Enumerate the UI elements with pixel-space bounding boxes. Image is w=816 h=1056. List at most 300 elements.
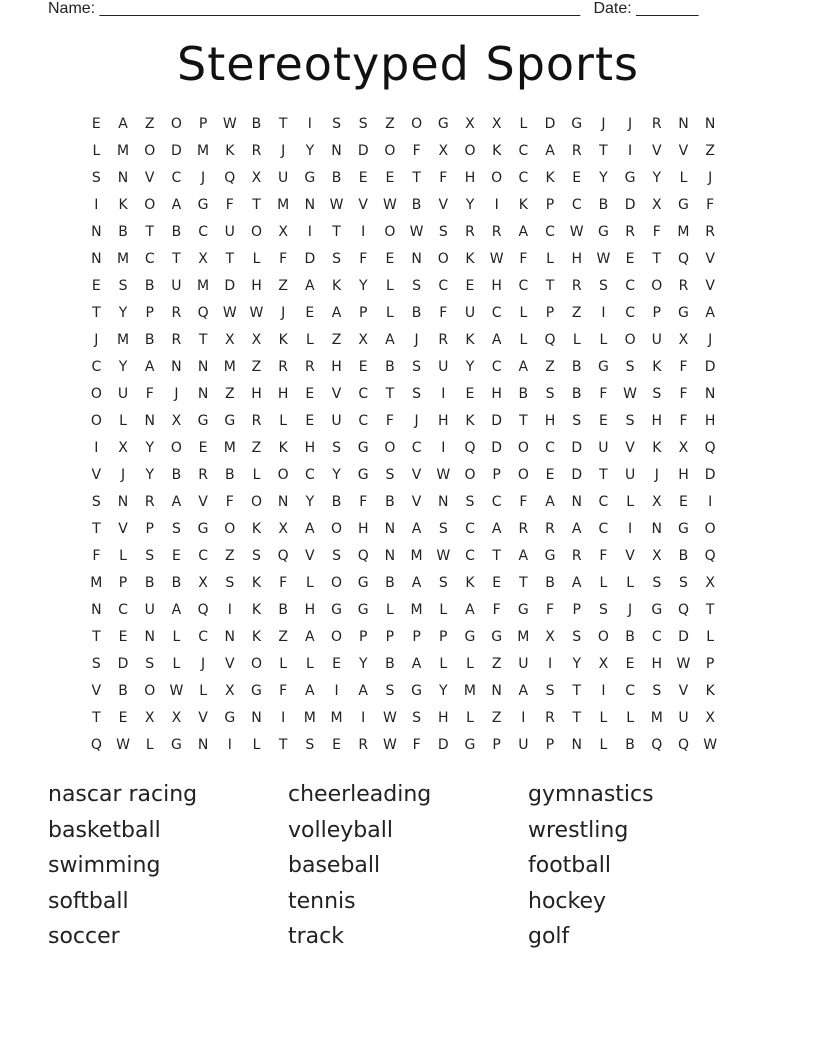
grid-letter: A xyxy=(144,359,155,375)
grid-letter: U xyxy=(117,386,129,402)
grid-letter: W xyxy=(409,224,424,240)
grid-letter: Q xyxy=(704,440,716,456)
grid-letter: D xyxy=(624,197,636,213)
grid-letter: G xyxy=(678,305,689,321)
grid-letter: N xyxy=(144,413,155,429)
grid-letter: J xyxy=(708,332,713,348)
grid-letter: N xyxy=(91,224,102,240)
grid-letter: I xyxy=(307,224,312,240)
grid-letter: S xyxy=(145,656,155,672)
grid-letter: V xyxy=(678,143,689,159)
grid-letter: S xyxy=(171,521,181,537)
grid-letter: Z xyxy=(278,629,288,645)
grid-letter: O xyxy=(331,629,343,645)
grid-letter: P xyxy=(439,629,448,645)
grid-letter: S xyxy=(225,575,235,591)
grid-letter: U xyxy=(464,305,476,321)
grid-letter: L xyxy=(386,305,394,321)
grid-letter: A xyxy=(171,602,182,618)
word-list-item: football xyxy=(528,853,611,878)
grid-letter: E xyxy=(91,116,101,132)
grid-letter: Z xyxy=(331,332,342,348)
grid-letter: O xyxy=(464,143,476,159)
grid-letter: B xyxy=(171,575,182,591)
grid-letter: Q xyxy=(651,737,663,753)
grid-letter: M xyxy=(410,548,423,564)
grid-letter: Y xyxy=(305,494,315,510)
grid-letter: T xyxy=(278,116,288,132)
grid-letter: T xyxy=(412,170,421,186)
grid-letter: W xyxy=(222,116,237,132)
grid-letter: F xyxy=(519,251,528,267)
grid-letter: J xyxy=(654,467,659,483)
grid-letter: U xyxy=(598,440,609,456)
grid-letter: U xyxy=(651,332,662,348)
grid-letter: S xyxy=(438,575,448,591)
grid-letter: N xyxy=(651,521,663,537)
grid-letter: X xyxy=(144,710,155,726)
grid-letter: X xyxy=(705,710,715,726)
grid-letter: L xyxy=(466,710,474,726)
grid-letter: X xyxy=(598,656,609,672)
page-title: Stereotyped Sports xyxy=(177,37,639,91)
grid-letter: F xyxy=(279,683,288,699)
grid-letter: X xyxy=(651,197,662,213)
grid-letter: M xyxy=(116,251,130,267)
grid-letter: A xyxy=(305,521,315,537)
grid-letter: E xyxy=(118,710,128,726)
grid-letter: T xyxy=(252,197,261,213)
grid-letter: L xyxy=(519,305,528,321)
grid-letter: V xyxy=(678,683,689,699)
word-list-item: hockey xyxy=(528,888,607,914)
grid-letter: N xyxy=(117,494,129,510)
grid-letter: E xyxy=(492,575,502,591)
grid-letter: T xyxy=(332,224,341,240)
grid-letter: J xyxy=(94,332,99,348)
grid-letter: N xyxy=(571,737,582,753)
grid-letter: V xyxy=(224,656,235,672)
grid-letter: L xyxy=(305,332,314,348)
grid-letter: V xyxy=(411,494,422,510)
grid-letter: B xyxy=(278,602,288,618)
grid-letter: X xyxy=(278,224,288,240)
grid-letter: D xyxy=(571,440,583,456)
grid-letter: E xyxy=(625,656,635,672)
grid-letter: W xyxy=(703,737,718,753)
grid-letter: B xyxy=(678,548,689,564)
grid-letter: N xyxy=(304,197,316,213)
grid-letter: Y xyxy=(332,467,341,483)
grid-letter: C xyxy=(518,143,529,159)
grid-letter: G xyxy=(651,602,663,618)
grid-letter: V xyxy=(625,440,635,456)
grid-letter: F xyxy=(145,386,154,402)
grid-letter: P xyxy=(412,629,421,645)
grid-letter: S xyxy=(598,602,608,618)
grid-letter: O xyxy=(144,197,156,213)
grid-letter: R xyxy=(625,224,635,240)
grid-letter: N xyxy=(171,359,182,375)
grid-letter: A xyxy=(411,521,422,537)
grid-letter: X xyxy=(251,170,262,186)
grid-letter: V xyxy=(625,548,635,564)
grid-letter: H xyxy=(357,521,369,537)
grid-letter: L xyxy=(599,737,608,753)
grid-letter: M xyxy=(303,710,316,726)
grid-letter: Y xyxy=(118,359,128,375)
grid-letter: S xyxy=(385,683,395,699)
grid-letter: L xyxy=(706,629,715,645)
grid-letter: J xyxy=(174,386,179,402)
grid-letter: S xyxy=(332,116,341,132)
grid-letter: Z xyxy=(224,386,235,402)
grid-letter: F xyxy=(679,413,688,429)
grid-letter: I xyxy=(361,710,366,726)
grid-letter: N xyxy=(438,494,449,510)
grid-letter: I xyxy=(94,440,99,456)
grid-letter: Q xyxy=(464,440,476,456)
grid-letter: Q xyxy=(197,602,209,618)
grid-letter: H xyxy=(331,359,342,375)
word-list-item: wrestling xyxy=(528,817,629,843)
grid-letter: W xyxy=(249,305,264,321)
grid-letter: E xyxy=(305,386,315,402)
grid-letter: Y xyxy=(439,683,448,699)
grid-letter: I xyxy=(361,224,366,240)
grid-letter: O xyxy=(624,332,636,348)
grid-letter: X xyxy=(651,548,662,564)
grid-letter: N xyxy=(331,143,342,159)
grid-letter: L xyxy=(439,602,448,618)
grid-letter: T xyxy=(92,305,101,321)
grid-letter: X xyxy=(651,494,662,510)
grid-letter: S xyxy=(332,251,341,267)
grid-letter: L xyxy=(572,332,581,348)
grid-letter: T xyxy=(225,251,235,267)
grid-letter: C xyxy=(598,494,609,510)
grid-letter: T xyxy=(599,143,608,159)
grid-letter: L xyxy=(439,656,448,672)
grid-letter: G xyxy=(170,737,182,753)
grid-letter: L xyxy=(92,143,101,159)
grid-letter: C xyxy=(198,548,208,564)
grid-letter: Z xyxy=(251,359,262,375)
grid-letter: G xyxy=(544,548,556,564)
grid-letter: O xyxy=(384,224,396,240)
grid-letter: N xyxy=(384,548,396,564)
grid-letter: L xyxy=(252,737,261,753)
grid-letter: G xyxy=(251,683,262,699)
grid-letter: A xyxy=(518,224,529,240)
grid-letter: I xyxy=(708,494,713,510)
grid-letter: J xyxy=(201,656,206,672)
grid-letter: W xyxy=(116,737,130,753)
grid-letter: K xyxy=(705,683,715,699)
grid-letter: O xyxy=(250,224,262,240)
grid-letter: R xyxy=(571,143,582,159)
grid-letter: E xyxy=(305,305,315,321)
grid-letter: S xyxy=(145,548,155,564)
grid-letter: U xyxy=(171,278,182,294)
grid-letter: A xyxy=(171,197,182,213)
grid-letter: J xyxy=(414,413,419,429)
grid-letter: H xyxy=(464,170,476,186)
grid-letter: S xyxy=(438,521,448,537)
grid-letter: Y xyxy=(358,278,368,294)
grid-letter: F xyxy=(546,602,555,618)
grid-letter: K xyxy=(251,602,262,618)
grid-letter: C xyxy=(304,467,315,483)
grid-letter: R xyxy=(571,278,582,294)
grid-letter: E xyxy=(118,629,128,645)
word-list-item: softball xyxy=(48,888,129,914)
grid-letter: T xyxy=(492,548,501,564)
grid-letter: L xyxy=(626,494,634,510)
grid-letter: N xyxy=(384,521,396,537)
grid-letter: R xyxy=(358,737,369,753)
grid-letter: F xyxy=(412,737,421,753)
grid-letter: F xyxy=(492,602,501,618)
grid-letter: R xyxy=(518,521,529,537)
grid-letter: B xyxy=(118,683,128,699)
grid-letter: R xyxy=(651,116,662,132)
grid-letter: O xyxy=(384,143,396,159)
grid-letter: G xyxy=(678,197,689,213)
grid-letter: D xyxy=(678,629,689,645)
grid-letter: S xyxy=(545,683,555,699)
grid-letter: I xyxy=(281,710,286,726)
grid-letter: R xyxy=(171,332,182,348)
grid-letter: H xyxy=(571,251,582,267)
grid-letter: S xyxy=(545,386,555,402)
grid-letter: X xyxy=(678,332,689,348)
grid-letter: B xyxy=(144,332,155,348)
grid-letter: E xyxy=(171,548,181,564)
grid-letter: G xyxy=(357,467,369,483)
grid-letter: B xyxy=(385,359,395,375)
grid-letter: W xyxy=(436,548,451,564)
grid-letter: T xyxy=(385,386,395,402)
grid-letter: B xyxy=(171,224,182,240)
grid-letter: B xyxy=(571,359,582,375)
grid-letter: H xyxy=(651,656,663,672)
grid-letter: B xyxy=(144,278,155,294)
grid-letter: U xyxy=(678,710,689,726)
grid-letter: A xyxy=(305,278,315,294)
grid-letter: S xyxy=(652,386,662,402)
grid-letter: H xyxy=(438,710,449,726)
grid-letter: I xyxy=(307,116,312,132)
grid-letter: D xyxy=(491,413,503,429)
grid-letter: T xyxy=(572,710,581,726)
grid-letter: C xyxy=(358,386,369,402)
grid-letter: C xyxy=(465,548,475,564)
grid-letter: N xyxy=(704,116,716,132)
grid-letter: E xyxy=(91,278,101,294)
grid-letter: S xyxy=(118,278,128,294)
grid-letter: O xyxy=(491,170,503,186)
grid-letter: Z xyxy=(705,143,715,159)
grid-letter: I xyxy=(601,305,606,321)
grid-letter: T xyxy=(92,521,101,537)
grid-letter: C xyxy=(171,170,182,186)
grid-letter: A xyxy=(331,305,342,321)
word-list-item: track xyxy=(288,924,344,949)
grid-letter: T xyxy=(545,278,555,294)
grid-letter: C xyxy=(198,629,208,645)
grid-letter: I xyxy=(601,683,606,699)
grid-letter: L xyxy=(679,170,688,186)
grid-letter: Z xyxy=(144,116,155,132)
grid-letter: I xyxy=(628,143,633,159)
grid-letter: Q xyxy=(704,548,716,564)
grid-letter: K xyxy=(652,440,662,456)
grid-letter: L xyxy=(145,737,154,753)
grid-letter: R xyxy=(491,224,502,240)
grid-letter: T xyxy=(92,629,101,645)
grid-letter: V xyxy=(651,143,662,159)
grid-letter: Z xyxy=(224,548,235,564)
grid-letter: S xyxy=(625,359,635,375)
grid-letter: T xyxy=(198,332,208,348)
grid-letter: U xyxy=(278,170,289,186)
grid-letter: Z xyxy=(491,710,502,726)
grid-letter: F xyxy=(706,197,715,213)
grid-letter: M xyxy=(650,710,663,726)
word-list-item: gymnastics xyxy=(528,782,654,807)
grid-letter: T xyxy=(278,737,288,753)
grid-letter: P xyxy=(145,521,154,537)
grid-letter: Z xyxy=(278,278,288,294)
grid-letter: P xyxy=(572,602,581,618)
grid-letter: D xyxy=(571,467,583,483)
grid-letter: E xyxy=(572,170,582,186)
grid-letter: A xyxy=(171,494,182,510)
grid-letter: F xyxy=(599,386,608,402)
grid-letter: M xyxy=(277,197,290,213)
grid-letter: L xyxy=(519,332,528,348)
grid-letter: Q xyxy=(677,251,689,267)
grid-letter: P xyxy=(545,197,555,213)
grid-letter: W xyxy=(436,467,451,483)
grid-letter: E xyxy=(385,170,395,186)
grid-letter: S xyxy=(625,413,635,429)
grid-letter: Y xyxy=(465,197,475,213)
grid-letter: C xyxy=(545,440,555,456)
grid-letter: R xyxy=(438,332,449,348)
grid-letter: C xyxy=(91,359,102,375)
grid-letter: A xyxy=(411,656,422,672)
grid-letter: L xyxy=(386,278,394,294)
word-list-item: soccer xyxy=(48,924,120,949)
grid-letter: I xyxy=(441,386,446,402)
grid-letter: Y xyxy=(599,170,608,186)
grid-letter: F xyxy=(679,386,688,402)
grid-letter: N xyxy=(411,251,422,267)
grid-letter: X xyxy=(678,440,689,456)
grid-letter: C xyxy=(465,521,475,537)
grid-letter: A xyxy=(411,575,422,591)
grid-letter: H xyxy=(491,278,502,294)
grid-letter: S xyxy=(652,683,662,699)
grid-letter: J xyxy=(201,170,206,186)
grid-letter: P xyxy=(358,629,368,645)
grid-letter: U xyxy=(518,737,529,753)
grid-letter: K xyxy=(251,575,262,591)
grid-letter: D xyxy=(171,143,182,159)
grid-letter: G xyxy=(331,602,342,618)
grid-letter: Z xyxy=(571,305,582,321)
grid-letter: O xyxy=(331,575,343,591)
grid-letter: J xyxy=(628,602,633,618)
grid-letter: D xyxy=(704,359,716,375)
grid-letter: C xyxy=(518,170,529,186)
grid-letter: L xyxy=(279,656,288,672)
grid-letter: M xyxy=(463,683,477,699)
grid-letter: R xyxy=(678,278,689,294)
grid-letter: K xyxy=(278,332,288,348)
grid-letter: P xyxy=(492,467,501,483)
grid-letter: O xyxy=(517,440,529,456)
grid-letter: L xyxy=(172,629,181,645)
grid-letter: X xyxy=(198,575,208,591)
grid-letter: O xyxy=(250,656,262,672)
grid-letter: N xyxy=(571,494,582,510)
grid-letter: T xyxy=(172,251,181,267)
grid-letter: W xyxy=(382,737,397,753)
grid-letter: Z xyxy=(491,656,502,672)
grid-letter: J xyxy=(281,305,286,321)
grid-letter: F xyxy=(412,143,421,159)
grid-letter: C xyxy=(598,521,609,537)
grid-letter: N xyxy=(251,710,262,726)
grid-letter: E xyxy=(305,413,315,429)
grid-letter: S xyxy=(412,386,422,402)
grid-letter: L xyxy=(279,413,288,429)
grid-letter: E xyxy=(385,251,395,267)
grid-letter: X xyxy=(224,332,235,348)
grid-letter: G xyxy=(224,413,236,429)
grid-letter: K xyxy=(465,413,475,429)
grid-letter: V xyxy=(305,548,315,564)
grid-letter: X xyxy=(545,629,555,645)
grid-letter: K xyxy=(465,575,475,591)
grid-letter: K xyxy=(545,170,555,186)
grid-letter: E xyxy=(465,386,475,402)
grid-letter: K xyxy=(331,278,342,294)
grid-letter: T xyxy=(519,575,528,591)
grid-letter: A xyxy=(118,116,128,132)
grid-letter: O xyxy=(277,467,289,483)
grid-letter: S xyxy=(332,440,341,456)
grid-letter: I xyxy=(441,440,446,456)
grid-letter: F xyxy=(359,251,368,267)
word-list-item: tennis xyxy=(288,888,356,914)
grid-letter: N xyxy=(144,629,155,645)
grid-letter: B xyxy=(625,629,635,645)
grid-letter: F xyxy=(92,548,101,564)
grid-letter: T xyxy=(652,251,662,267)
grid-letter: B xyxy=(171,467,182,483)
grid-letter: W xyxy=(329,197,344,213)
grid-letter: S xyxy=(572,629,582,645)
grid-letter: J xyxy=(414,332,419,348)
grid-letter: L xyxy=(599,332,608,348)
header-line xyxy=(48,0,698,18)
grid-letter: Q xyxy=(224,170,236,186)
grid-letter: S xyxy=(412,359,422,375)
